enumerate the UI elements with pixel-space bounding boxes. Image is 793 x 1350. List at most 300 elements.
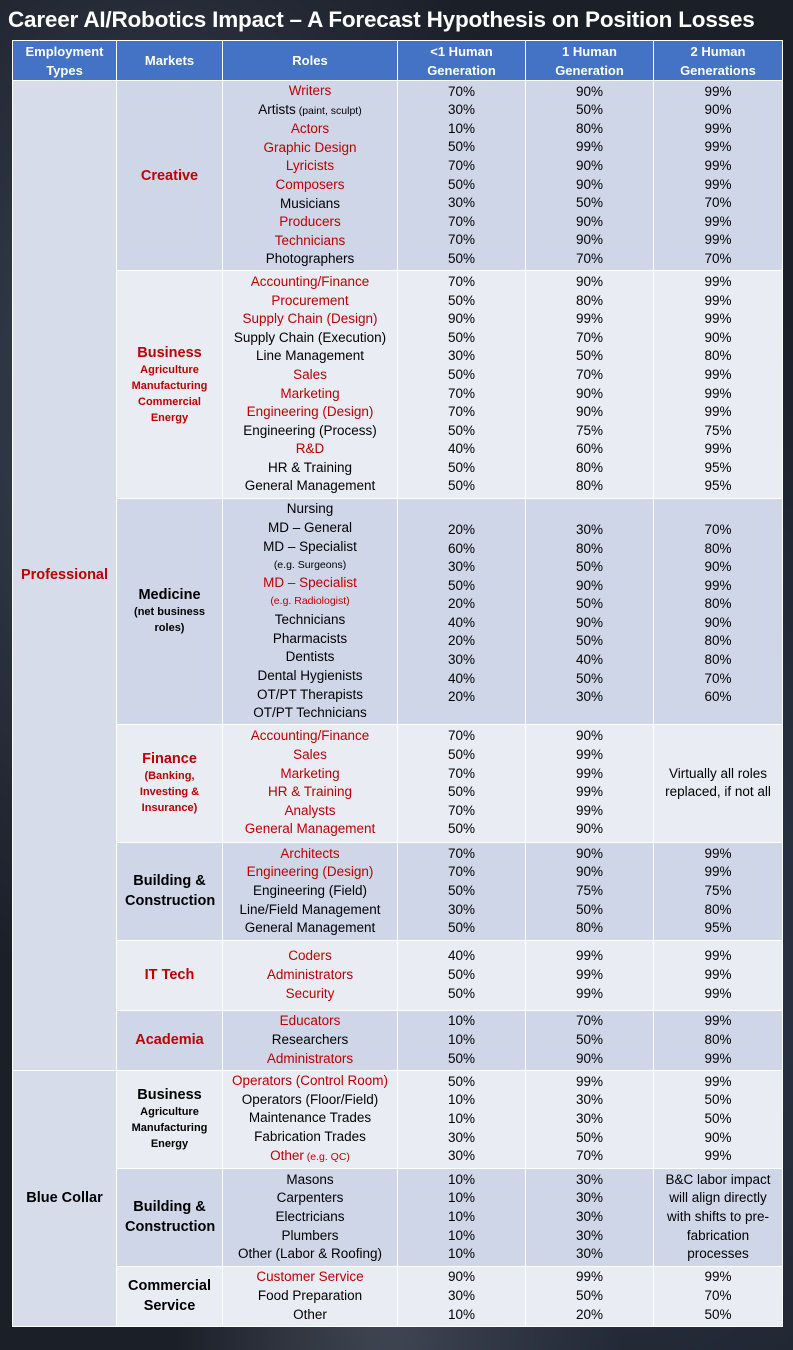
value: 70% xyxy=(447,845,476,861)
value-cell-lt1 xyxy=(398,81,526,271)
value: 90% xyxy=(575,864,604,880)
value: 30% xyxy=(447,652,476,668)
role-name: OT/PT Therapists xyxy=(256,686,364,702)
role-name: Carpenters xyxy=(276,1190,344,1206)
value: 40% xyxy=(447,614,476,630)
value-cell-g2 xyxy=(654,271,783,499)
role-name: Sales xyxy=(293,366,327,382)
value: 99% xyxy=(704,404,732,420)
value: 30% xyxy=(575,521,604,537)
value-cell-g2 xyxy=(654,1070,783,1168)
value-cell-g1 xyxy=(526,1010,654,1070)
value: 99% xyxy=(575,985,604,1001)
value: 10% xyxy=(447,1110,476,1126)
value-cell-g1 xyxy=(526,940,654,1010)
value: 99% xyxy=(704,366,732,382)
value: 50% xyxy=(575,1031,604,1047)
value: 90% xyxy=(575,176,604,192)
market-cell xyxy=(117,724,223,842)
table-row xyxy=(13,1266,783,1326)
role-name: OT/PT Technicians xyxy=(253,705,367,721)
value: 75% xyxy=(575,882,604,898)
value: 99% xyxy=(575,1269,604,1285)
value-cell-lt1 xyxy=(398,499,526,725)
value: 99% xyxy=(704,1050,732,1066)
value-cell-g2 xyxy=(654,1168,783,1266)
value-cell-g1 xyxy=(526,1070,654,1168)
market-cell xyxy=(117,1266,223,1326)
role-name: General Management xyxy=(244,478,376,494)
value: 50% xyxy=(447,920,476,936)
role-name: Other (e.g. QC) xyxy=(270,1147,350,1163)
role-name: Musicians xyxy=(279,195,341,211)
role-note: (e.g. Surgeons) xyxy=(273,559,347,572)
value: 30% xyxy=(575,1171,604,1187)
value: 99% xyxy=(704,139,732,155)
role-note: (e.g. Radiologist) xyxy=(270,595,350,608)
value: 30% xyxy=(447,559,476,575)
note-text: B&C labor impact will align directly with shifts to pre-fabrication processes xyxy=(665,1171,771,1262)
role-name: Operators (Control Room) xyxy=(231,1073,389,1089)
value: 90% xyxy=(704,102,732,118)
value: 50% xyxy=(447,422,476,438)
value: 20% xyxy=(447,521,476,537)
market-name: Building & Construction xyxy=(125,1199,216,1236)
value: 50% xyxy=(575,670,604,686)
value: 95% xyxy=(704,459,732,475)
role-name: MD – Specialist (e.g. Surgeons) xyxy=(263,539,357,572)
value: 20% xyxy=(575,1306,604,1322)
value: 50% xyxy=(575,1287,604,1303)
value-cell-lt1 xyxy=(398,1070,526,1168)
value: 30% xyxy=(575,1227,604,1243)
role-name: Nursing xyxy=(286,501,334,516)
market-name: Commercial Service xyxy=(127,1278,211,1315)
value: 90% xyxy=(575,728,604,744)
value: 99% xyxy=(575,966,604,982)
value: 90% xyxy=(575,232,604,248)
value: 50% xyxy=(447,250,476,266)
role-name: Pharmacists xyxy=(272,630,348,646)
market-name: Building & Construction xyxy=(125,873,216,910)
page-title: Career AI/Robotics Impact – A Forecast Hypothesis on Position Losses xyxy=(8,7,755,32)
value: 99% xyxy=(704,1148,732,1164)
value: 80% xyxy=(575,920,604,936)
value: 70% xyxy=(447,232,476,248)
role-name: Other xyxy=(293,1306,327,1322)
role-name: Architects xyxy=(280,845,340,861)
value: 50% xyxy=(447,882,476,898)
table-row xyxy=(13,1168,783,1266)
value: 60% xyxy=(704,689,732,705)
value: 50% xyxy=(704,1092,732,1108)
value: 90% xyxy=(704,614,732,630)
value: 99% xyxy=(704,1013,732,1029)
value: 10% xyxy=(447,1092,476,1108)
value: 95% xyxy=(704,478,732,494)
table-row xyxy=(13,1010,783,1070)
value: 30% xyxy=(575,1246,604,1262)
value: 70% xyxy=(704,670,732,686)
value: 80% xyxy=(704,348,732,364)
market-name: Academia xyxy=(135,1032,204,1049)
value: 10% xyxy=(447,1227,476,1243)
value: 80% xyxy=(704,540,732,556)
header-1-generation: 1 Human Generation xyxy=(526,41,654,81)
role-name: Analysts xyxy=(284,802,336,818)
value: 70% xyxy=(575,1148,604,1164)
value: 20% xyxy=(447,633,476,649)
value: 10% xyxy=(447,120,476,136)
value: 99% xyxy=(704,120,732,136)
market-subtitle: Agriculture Manufacturing Commercial Energy xyxy=(131,363,208,424)
role-name: Producers xyxy=(279,214,341,230)
value: 99% xyxy=(575,802,604,818)
value-cell-g2 xyxy=(654,81,783,271)
value: 99% xyxy=(575,1073,604,1089)
value: 90% xyxy=(704,1129,732,1145)
value: 90% xyxy=(575,385,604,401)
table-row xyxy=(13,499,783,725)
value: 50% xyxy=(575,195,604,211)
value: 50% xyxy=(447,784,476,800)
roles-cell xyxy=(223,499,398,725)
role-note: (e.g. QC) xyxy=(303,1150,350,1163)
value-cell-lt1 xyxy=(398,724,526,842)
value: 60% xyxy=(575,441,604,457)
note-text: Virtually all roles replaced, if not all xyxy=(665,765,771,800)
value: 99% xyxy=(575,948,604,964)
header-roles: Roles xyxy=(223,41,398,81)
value-cell-g1 xyxy=(526,499,654,725)
value: 30% xyxy=(447,1148,476,1164)
market-cell xyxy=(117,1168,223,1266)
roles-cell xyxy=(223,842,398,940)
market-name: Business xyxy=(137,344,202,361)
header-lt1-generation: <1 Human Generation xyxy=(398,41,526,81)
header-markets: Markets xyxy=(117,41,223,81)
role-name: Researchers xyxy=(271,1031,349,1047)
market-subtitle: (Banking, Investing & Insurance) xyxy=(139,770,200,815)
role-name: Sales xyxy=(293,747,327,763)
value: 90% xyxy=(575,577,604,593)
value: 80% xyxy=(575,478,604,494)
value: 50% xyxy=(447,1073,476,1089)
role-name: Food Preparation xyxy=(257,1287,363,1303)
value: 50% xyxy=(575,633,604,649)
role-name: General Management xyxy=(244,821,376,837)
value: 50% xyxy=(447,176,476,192)
table-row xyxy=(13,842,783,940)
role-name: HR & Training xyxy=(267,784,353,800)
employment-type-blue-collar: Blue Collar xyxy=(13,1070,117,1326)
market-name: IT Tech xyxy=(144,967,195,984)
role-name: Coders xyxy=(288,948,332,964)
role-name: Educators xyxy=(279,1013,341,1029)
value: 10% xyxy=(447,1208,476,1224)
value-cell-lt1 xyxy=(398,842,526,940)
value: 50% xyxy=(704,1110,732,1126)
market-subtitle: (net business roles) xyxy=(134,606,205,635)
value-cell-g2 xyxy=(654,499,783,725)
market-cell xyxy=(117,499,223,725)
role-name: Dental Hygienists xyxy=(257,667,363,683)
role-name: Composers xyxy=(275,177,345,192)
role-name: HR & Training xyxy=(267,459,353,475)
role-name: Line Management xyxy=(255,348,365,364)
value: 99% xyxy=(704,273,732,289)
value: 99% xyxy=(575,747,604,763)
value: 30% xyxy=(575,1110,604,1126)
value: 10% xyxy=(447,1013,476,1029)
value: 70% xyxy=(704,521,732,537)
value: 80% xyxy=(575,120,604,136)
value: 99% xyxy=(704,292,732,308)
value-cell-g1 xyxy=(526,842,654,940)
value: 70% xyxy=(447,864,476,880)
value: 50% xyxy=(447,292,476,308)
value: 30% xyxy=(447,102,476,118)
value: 10% xyxy=(447,1171,476,1187)
value: 99% xyxy=(704,948,732,964)
value: 50% xyxy=(447,577,476,593)
value: 40% xyxy=(447,948,476,964)
role-name: Administrators xyxy=(266,1050,354,1066)
roles-cell xyxy=(223,940,398,1010)
role-name: Marketing xyxy=(280,385,340,401)
value: 90% xyxy=(575,614,604,630)
value: 10% xyxy=(447,1246,476,1262)
roles-cell xyxy=(223,1070,398,1168)
value: 30% xyxy=(575,689,604,705)
value: 70% xyxy=(447,83,476,99)
value: 10% xyxy=(447,1031,476,1047)
value: 99% xyxy=(575,784,604,800)
value: 70% xyxy=(704,250,732,266)
value: 30% xyxy=(575,1190,604,1206)
role-name: Maintenance Trades xyxy=(248,1110,372,1126)
value: 90% xyxy=(704,329,732,345)
value: 40% xyxy=(447,670,476,686)
role-name: Accounting/Finance xyxy=(250,728,370,744)
value: 10% xyxy=(447,1190,476,1206)
value: 50% xyxy=(575,102,604,118)
value: 70% xyxy=(704,1287,732,1303)
value: 70% xyxy=(447,765,476,781)
market-name: Business xyxy=(137,1087,202,1104)
header-2-generations: 2 Human Generations xyxy=(654,41,783,81)
role-name: Electricians xyxy=(275,1208,345,1224)
value: 70% xyxy=(447,728,476,744)
value: 50% xyxy=(704,1306,732,1322)
value: 99% xyxy=(704,83,732,99)
value: 70% xyxy=(575,250,604,266)
value: 99% xyxy=(704,441,732,457)
market-name: Finance xyxy=(142,751,197,768)
market-name: Creative xyxy=(140,167,199,184)
value: 90% xyxy=(704,559,732,575)
value: 90% xyxy=(575,157,604,173)
value: 40% xyxy=(447,441,476,457)
role-name: MD – General xyxy=(267,519,353,535)
header-employment-types: Employment Types xyxy=(13,41,117,81)
value: 30% xyxy=(447,1287,476,1303)
value: 50% xyxy=(447,478,476,494)
value: 90% xyxy=(575,821,604,837)
value-cell-g2 xyxy=(654,1266,783,1326)
value: 20% xyxy=(447,689,476,705)
value: 90% xyxy=(575,273,604,289)
market-name: Medicine xyxy=(138,587,201,604)
value: 10% xyxy=(447,1306,476,1322)
value-cell-g2 xyxy=(654,940,783,1010)
role-name: Artists (paint, sculpt) xyxy=(258,101,362,117)
value: 60% xyxy=(447,540,476,556)
market-cell xyxy=(117,842,223,940)
table-row xyxy=(13,724,783,842)
roles-cell xyxy=(223,271,398,499)
value: 90% xyxy=(575,845,604,861)
role-name: Technicians xyxy=(274,232,346,248)
table-row xyxy=(13,81,783,271)
value: 70% xyxy=(447,273,476,289)
role-note: (paint, sculpt) xyxy=(295,104,362,117)
value: 99% xyxy=(575,139,604,155)
value-cell-g2 xyxy=(654,1010,783,1070)
value: 50% xyxy=(447,985,476,1001)
value: 50% xyxy=(575,901,604,917)
value: 90% xyxy=(447,311,476,327)
role-name: R&D xyxy=(295,441,325,457)
value: 99% xyxy=(704,845,732,861)
value: 50% xyxy=(447,747,476,763)
value: 75% xyxy=(704,422,732,438)
value-cell-g1 xyxy=(526,81,654,271)
value-cell-lt1 xyxy=(398,1168,526,1266)
role-name: Security xyxy=(285,985,335,1001)
value-cell-g1 xyxy=(526,1266,654,1326)
value: 99% xyxy=(704,1073,732,1089)
roles-cell xyxy=(223,1168,398,1266)
value: 50% xyxy=(447,459,476,475)
value: 99% xyxy=(704,213,732,229)
role-name: Operators (Floor/Field) xyxy=(241,1091,379,1107)
value-cell-lt1 xyxy=(398,1266,526,1326)
table-row xyxy=(13,271,783,499)
value: 99% xyxy=(704,311,732,327)
value: 50% xyxy=(447,821,476,837)
market-cell xyxy=(117,1010,223,1070)
value: 50% xyxy=(447,1050,476,1066)
role-name: Administrators xyxy=(266,966,354,982)
role-name: Dentists xyxy=(285,649,335,665)
value: 50% xyxy=(447,966,476,982)
value: 80% xyxy=(704,901,732,917)
value: 90% xyxy=(575,83,604,99)
value: 75% xyxy=(575,422,604,438)
role-name: Customer Service xyxy=(256,1269,364,1285)
value: 75% xyxy=(704,882,732,898)
role-name: Photographers xyxy=(265,251,355,267)
value: 70% xyxy=(447,385,476,401)
value-cell-lt1 xyxy=(398,271,526,499)
value: 80% xyxy=(704,1031,732,1047)
value: 80% xyxy=(704,652,732,668)
roles-cell xyxy=(223,1266,398,1326)
value: 99% xyxy=(704,577,732,593)
role-name: Engineering (Design) xyxy=(246,404,374,420)
value-cell-g1 xyxy=(526,271,654,499)
value-cell-g2 xyxy=(654,842,783,940)
value: 90% xyxy=(575,213,604,229)
role-name: Supply Chain (Design) xyxy=(242,311,378,327)
value: 80% xyxy=(704,633,732,649)
role-name: Writers xyxy=(288,83,332,99)
value: 99% xyxy=(704,985,732,1001)
value: 99% xyxy=(704,232,732,248)
role-name: Engineering (Design) xyxy=(246,864,374,880)
value: 30% xyxy=(575,1208,604,1224)
market-subtitle: Agriculture Manufacturing Energy xyxy=(131,1106,208,1151)
employment-type-professional: Professional xyxy=(13,81,117,1071)
role-name: Fabrication Trades xyxy=(254,1129,366,1145)
value: 50% xyxy=(575,348,604,364)
forecast-table xyxy=(12,40,783,1327)
role-name: Supply Chain (Execution) xyxy=(233,329,387,345)
role-name: Line/Field Management xyxy=(239,901,381,917)
value: 90% xyxy=(575,1050,604,1066)
role-name: Actors xyxy=(290,121,330,137)
value: 70% xyxy=(575,329,604,345)
role-name: General Management xyxy=(244,920,376,936)
value-cell-g1 xyxy=(526,724,654,842)
value: 95% xyxy=(704,920,732,936)
value: 99% xyxy=(704,864,732,880)
value: 70% xyxy=(447,802,476,818)
market-cell xyxy=(117,1070,223,1168)
roles-cell xyxy=(223,81,398,271)
role-name: Lyricists xyxy=(285,158,335,174)
value: 30% xyxy=(447,348,476,364)
market-cell xyxy=(117,271,223,499)
role-name: Technicians xyxy=(274,612,346,628)
value: 99% xyxy=(704,176,732,192)
value: 80% xyxy=(575,459,604,475)
roles-cell xyxy=(223,1010,398,1070)
value-cell-g2 xyxy=(654,724,783,842)
value: 70% xyxy=(447,213,476,229)
value-cell-lt1 xyxy=(398,940,526,1010)
value: 30% xyxy=(575,1092,604,1108)
role-name: Engineering (Process) xyxy=(243,422,377,438)
value: 50% xyxy=(447,139,476,155)
value: 80% xyxy=(575,540,604,556)
value-cell-g1 xyxy=(526,1168,654,1266)
value: 50% xyxy=(575,1129,604,1145)
value: 99% xyxy=(575,765,604,781)
table-body xyxy=(13,81,783,1327)
value: 70% xyxy=(704,195,732,211)
value: 99% xyxy=(575,311,604,327)
value: 90% xyxy=(575,404,604,420)
role-name: MD – Specialist (e.g. Radiologist) xyxy=(263,575,357,608)
value: 50% xyxy=(575,596,604,612)
market-cell xyxy=(117,940,223,1010)
role-name: Masons xyxy=(286,1171,334,1187)
value: 50% xyxy=(447,329,476,345)
value: 30% xyxy=(447,1129,476,1145)
value: 99% xyxy=(704,1269,732,1285)
